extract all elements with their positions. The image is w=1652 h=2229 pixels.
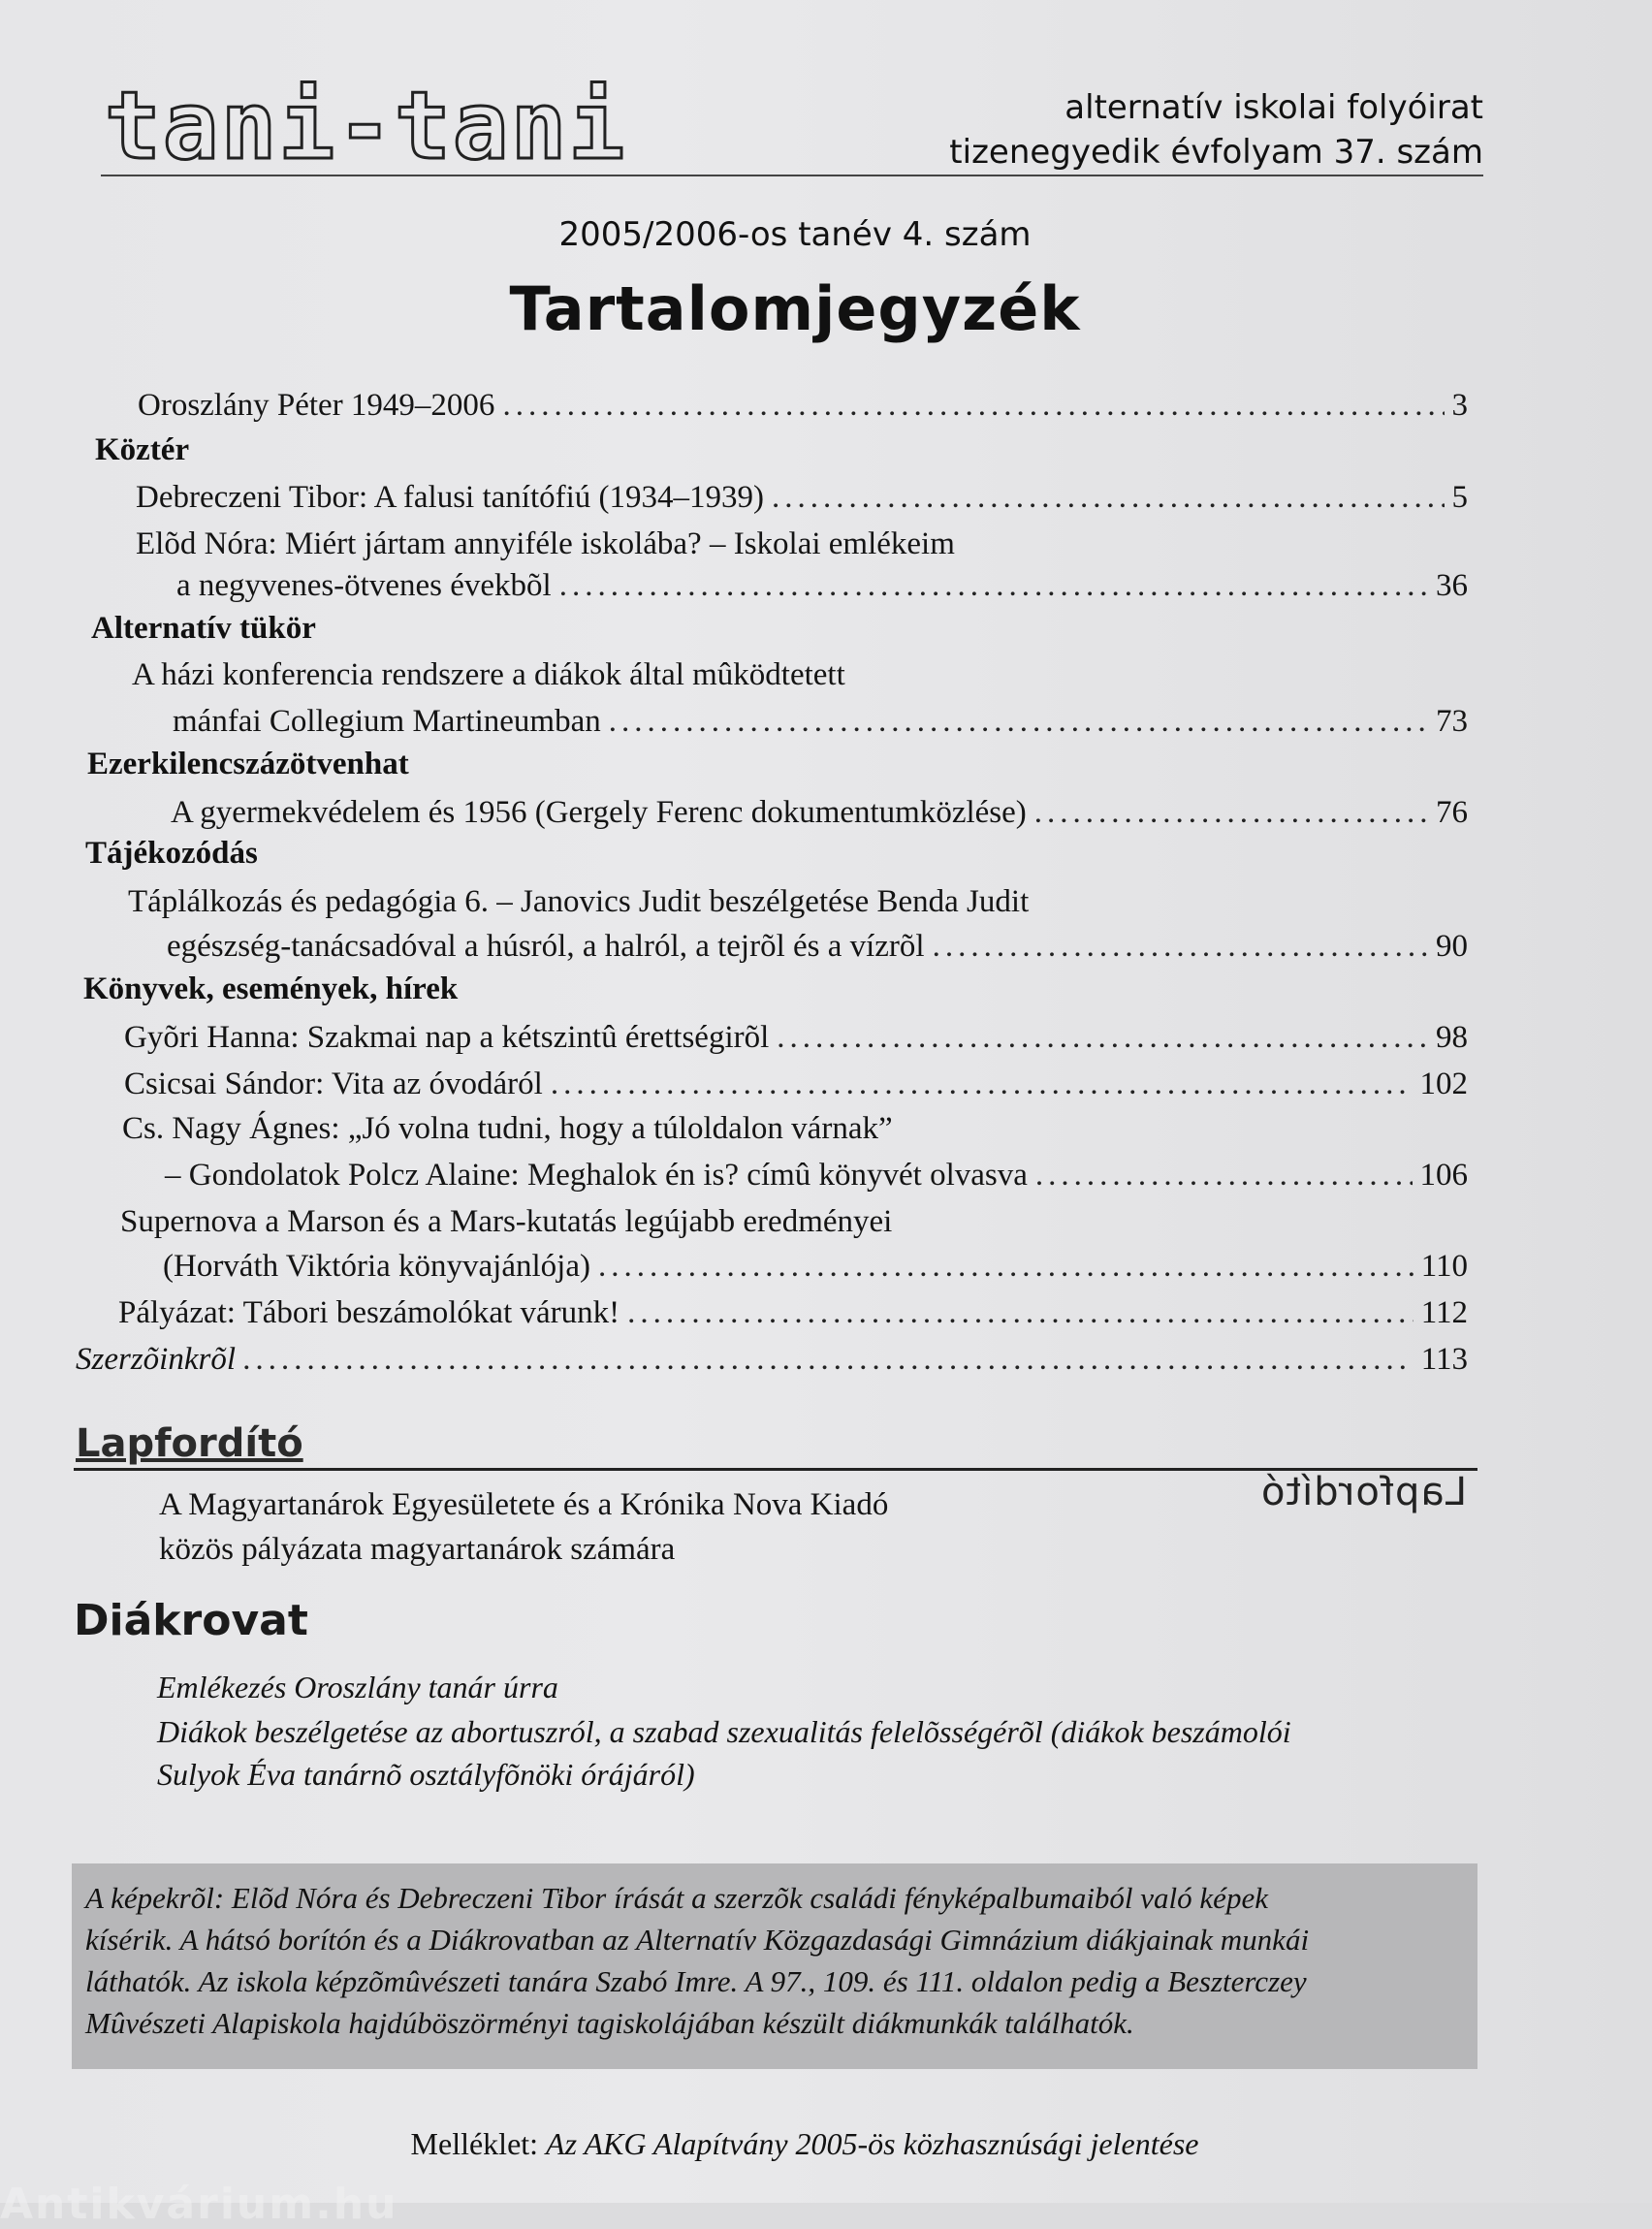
toc-entry-title: Debreczeni Tibor: A falusi tanítófiú (1934–1939) [136,480,764,515]
diakrovat-line-1: Emlékezés Oroszlány tanár úrra [157,1670,558,1704]
issue-label: 2005/2006-os tanév 4. szám [558,215,1032,254]
toc-section-heading: Tájékozódás [85,836,258,871]
toc-entry-line: A házi konferencia rendszere a diákok által mûködtetett [132,657,845,692]
toc-page-number: 110 [1420,1249,1468,1284]
lapfordito-line-1: A Magyartanárok Egyesületete és a Krónika Nova Kiadó [159,1487,889,1522]
toc-entry [118,1295,1468,1331]
image-note-line: láthatók. Az iskola képzõmûvészeti tanára Szabó Imre. A 97., 109. és 111. oldalon pedig a Beszterczey [85,1964,1307,1998]
toc-page-number: 36 [1436,568,1468,603]
toc-entry-title: egészség-tanácsadóval a húsról, a halról, a tejrõl és a vízrõl [167,929,925,964]
toc-entry-line: Supernova a Marson és a Mars-kutatás legújabb eredményei [120,1204,893,1239]
toc-entry-title: Pályázat: Tábori beszámolókat várunk! [118,1295,620,1330]
toc-entry [173,704,1468,740]
toc-entry-title: Szerzõinkrõl [76,1342,236,1377]
toc-page-number: 113 [1420,1342,1468,1377]
toc-page-number: 98 [1436,1020,1468,1055]
toc-leader [609,704,1428,740]
image-note-line: Mûvészeti Alapiskola hajdúböszörményi tagiskolájában készült diákmunkák találhatók. [85,2006,1134,2040]
toc-page-number: 73 [1436,704,1468,739]
toc-leader [598,1249,1414,1285]
diakrovat-heading: Diákrovat [74,1596,308,1645]
toc-leader [772,480,1445,516]
toc-leader [627,1295,1414,1331]
image-note-line: A képekrõl: Elõd Nóra és Debreczeni Tibor írását a szerzõk családi fényképalbumaiból való képek [85,1881,1268,1915]
toc-leader [777,1020,1428,1056]
masthead-line-2: tizenegyedik évfolyam 37. szám [949,133,1483,172]
toc-page-number: 102 [1419,1067,1468,1101]
image-note-text [85,1877,1462,2044]
toc-section-heading: Alternatív tükör [91,611,316,646]
toc-page-number: 5 [1451,480,1468,515]
toc-leader [1034,795,1428,831]
toc-entry-line: Elõd Nóra: Miért jártam annyiféle iskolába? – Iskolai emlékeim [136,526,955,561]
toc-leader [502,388,1444,424]
toc-entry-title: Csicsai Sándor: Vita az óvodáról [124,1067,543,1101]
lapfordito-logo: Lapfordító [1260,1470,1468,1514]
toc-entry-title: mánfai Collegium Martineumban [173,704,601,739]
toc-entry [176,568,1468,604]
toc-leader [933,929,1428,965]
toc-leader [551,1067,1413,1102]
toc-entry [124,1020,1468,1056]
attachment-label: Melléklet: [410,2126,539,2161]
toc-entry [76,1342,1468,1378]
toc-entry [163,1249,1468,1285]
toc-entry-line: Táplálkozás és pedagógia 6. – Janovics Judit beszélgetése Benda Judit [128,884,1030,919]
toc-entry [167,929,1468,965]
toc-entry-title: A gyermekvédelem és 1956 (Gergely Ferenc dokumentumközlése) [171,795,1027,830]
page-title: Tartalomjegyzék [509,273,1081,344]
watermark: Antikvárium.hu [0,2180,398,2229]
toc-page-number: 3 [1451,388,1468,423]
toc-page-number: 112 [1420,1295,1468,1330]
lapfordito-line-2: közös pályázata magyartanárok számára [159,1532,676,1567]
attachment-note [0,2126,1609,2162]
toc-section-heading: Ezerkilencszázötvenhat [87,747,409,781]
toc-section-heading: Köztér [95,432,190,467]
toc-section-heading: Könyvek, események, hírek [83,971,459,1006]
toc-page-number: 90 [1436,929,1468,964]
toc-entry [171,795,1468,831]
toc-entry-title: (Horváth Viktória könyvajánlója) [163,1249,590,1284]
masthead-subtitle [949,85,1483,175]
toc-entry [138,388,1468,424]
toc-entry-title: – Gondolatok Polcz Alaine: Meghalok én is? címû könyvét olvasva [165,1158,1028,1193]
toc-leader [1035,1158,1413,1194]
masthead-divider [101,175,1483,176]
toc-entry [124,1067,1468,1102]
toc-entry [165,1158,1468,1194]
toc-entry [136,480,1468,516]
toc-entry-title: Gyõri Hanna: Szakmai nap a kétszintû érettségirõl [124,1020,770,1055]
attachment-text: Az AKG Alapítvány 2005-ös közhasznúsági jelentése [546,2126,1199,2161]
diakrovat-line-2: Diákok beszélgetése az abortuszról, a szabad szexualitás felelõsségérõl (diákok beszámolói [157,1714,1291,1749]
diakrovat-line-3: Sulyok Éva tanárnõ osztályfõnöki órájáról) [157,1757,695,1792]
toc-leader [243,1342,1414,1378]
toc-leader [559,568,1428,604]
lapfordito-heading: Lapfordító [76,1421,303,1466]
toc-page-number: 106 [1419,1158,1468,1193]
toc-page-number: 76 [1436,795,1468,830]
journal-logo: tani-tani [105,72,627,180]
toc-entry-title: a negyvenes-ötvenes évekbõl [176,568,552,603]
image-note-line: kísérik. A hátsó borítón és a Diákrovatban az Alternatív Közgazdasági Gimnázium diákjainak munkái [85,1923,1310,1957]
masthead-line-1: alternatív iskolai folyóirat [1064,88,1483,127]
toc-entry-title: Oroszlány Péter 1949–2006 [138,388,495,423]
toc-entry-line: Cs. Nagy Ágnes: „Jó volna tudni, hogy a túloldalon várnak” [122,1111,893,1146]
